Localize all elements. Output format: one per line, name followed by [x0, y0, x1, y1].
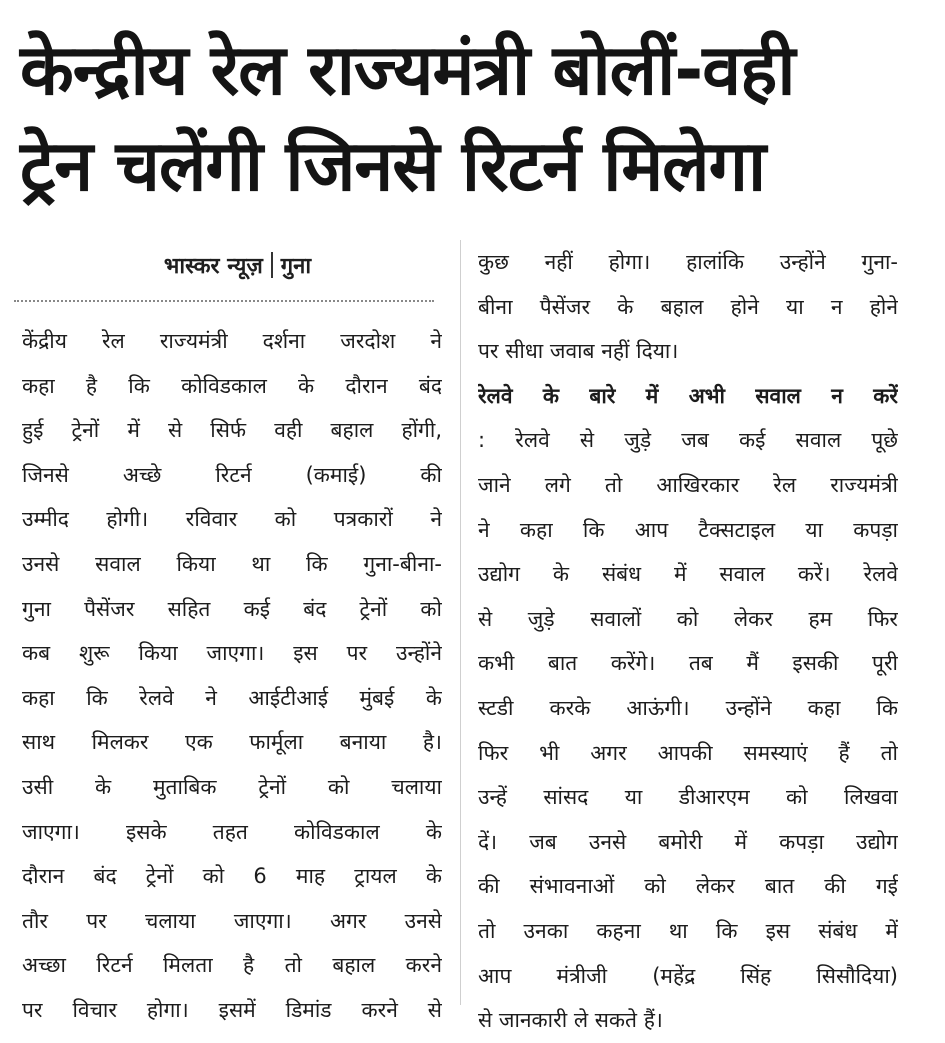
- text-line: कहा कि रेलवे ने आईटीआई मुंबई के: [22, 685, 442, 710]
- subheading: रेलवे के बारे में अभी सवाल न करें: [478, 383, 898, 408]
- text-line: तो उनका कहना था कि इस संबंध में: [478, 918, 898, 943]
- text-line: से जुड़े सवालों को लेकर हम फिर: [478, 606, 898, 631]
- column-divider: [460, 240, 461, 1005]
- column-2-intro: [478, 240, 898, 374]
- dateline-separator: [271, 252, 273, 278]
- text-line: दें। जब उनसे बमोरी में कपड़ा उद्योग: [478, 829, 898, 854]
- text-line: कब शुरू किया जाएगा। इस पर उन्होंने: [22, 641, 442, 666]
- text-line: जाएगा। इसके तहत कोविडकाल के: [22, 819, 442, 844]
- text-line: से जानकारी ले सकते हैं।: [478, 1008, 663, 1033]
- headline: [20, 22, 925, 214]
- text-line: बीना पैसेंजर के बहाल होने या न होने: [478, 294, 898, 319]
- text-line: हुई ट्रेनों में से सिर्फ वही बहाल होंगी,: [22, 418, 442, 443]
- dateline-city: गुना: [280, 254, 312, 279]
- text-line: साथ मिलकर एक फार्मूला बनाया है।: [22, 730, 442, 755]
- text-line: दौरान बंद ट्रेनों को 6 माह ट्रायल के: [22, 864, 442, 889]
- article-column-1: [22, 319, 442, 1033]
- text-line: उद्योग के संबंध में सवाल करें। रेलवे: [478, 562, 898, 587]
- text-line: उम्मीद होगी। रविवार को पत्रकारों ने: [22, 507, 442, 532]
- column-2-body: [478, 418, 898, 1042]
- text-line: ने कहा कि आप टैक्सटाइल या कपड़ा: [478, 517, 898, 542]
- text-line: फिर भी अगर आपकी समस्याएं हैं तो: [478, 740, 898, 765]
- dateline-source: भास्कर न्यूज़: [163, 254, 263, 279]
- text-line: जाने लगे तो आखिरकार रेल राज्यमंत्री: [478, 472, 898, 497]
- dateline: [20, 240, 455, 290]
- article-column-2: [478, 240, 898, 1043]
- text-line: कहा है कि कोविडकाल के दौरान बंद: [22, 373, 442, 398]
- text-line: अच्छा रिटर्न मिलता है तो बहाल करने: [22, 953, 442, 978]
- text-line: आप मंत्रीजी (महेंद्र सिंह सिसौदिया): [478, 963, 898, 988]
- text-line: गुना पैसेंजर सहित कई बंद ट्रेनों को: [22, 596, 442, 621]
- text-line: स्टडी करके आऊंगी। उन्होंने कहा कि: [478, 695, 898, 720]
- text-line: की संभावनाओं को लेकर बात की गई: [478, 874, 898, 899]
- headline-line-2: ट्रेन चलेंगी जिनसे रिटर्न मिलेगा: [20, 125, 766, 207]
- text-line: पर सीधा जवाब नहीं दिया।: [478, 339, 679, 364]
- text-line: कुछ नहीं होगा। हालांकि उन्होंने गुना-: [478, 250, 898, 274]
- text-line: पर विचार होगा। इसमें डिमांड करने से: [22, 997, 442, 1022]
- dotted-rule: [14, 300, 434, 302]
- text-line: जिनसे अच्छे रिटर्न (कमाई) की: [22, 462, 442, 487]
- headline-line-1: केन्द्रीय रेल राज्यमंत्री बोलीं-वही: [20, 29, 795, 111]
- text-line: उनसे सवाल किया था कि गुना-बीना-: [22, 551, 442, 576]
- text-line: उसी के मुताबिक ट्रेनों को चलाया: [22, 774, 442, 799]
- text-line: : रेलवे से जुड़े जब कई सवाल पूछे: [478, 428, 898, 453]
- text-line: कभी बात करेंगे। तब मैं इसकी पूरी: [478, 651, 898, 676]
- text-line: केंद्रीय रेल राज्यमंत्री दर्शना जरदोश ने: [22, 329, 442, 353]
- text-line: तौर पर चलाया जाएगा। अगर उनसे: [22, 908, 442, 933]
- text-line: उन्हें सांसद या डीआरएम को लिखवा: [478, 785, 898, 810]
